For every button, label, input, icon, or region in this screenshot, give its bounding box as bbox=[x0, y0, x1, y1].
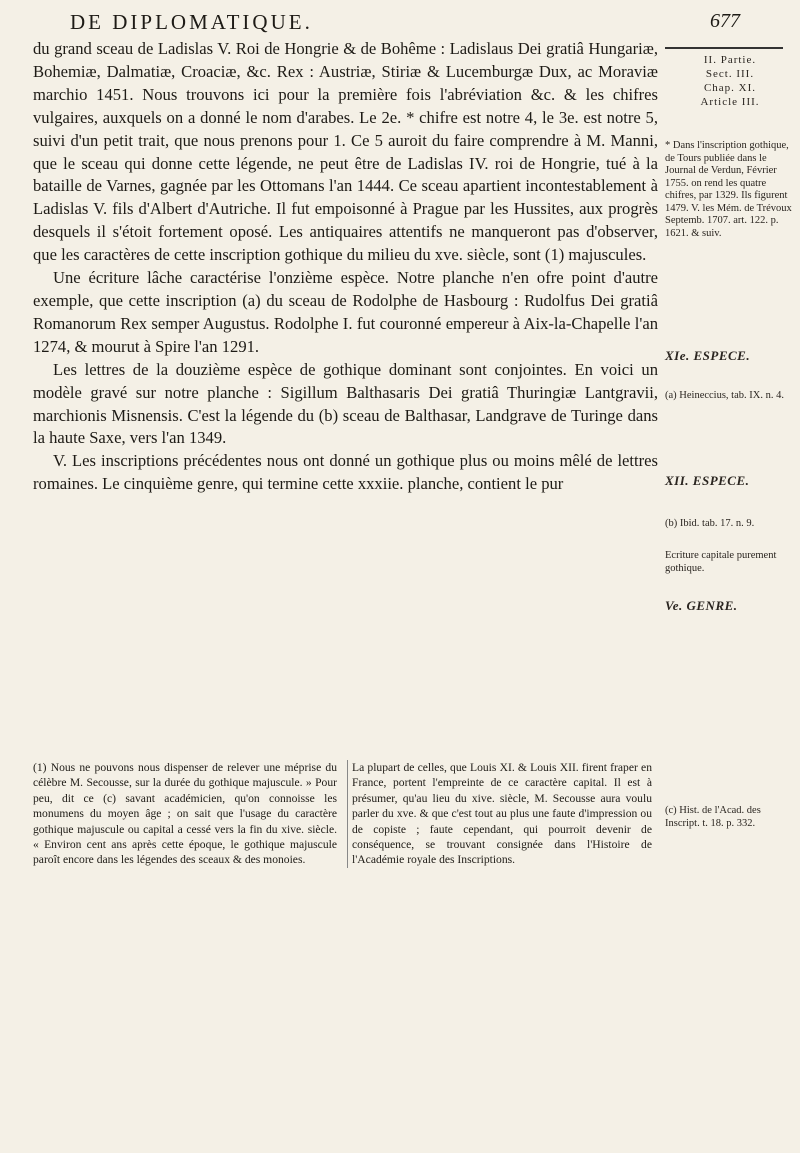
margin-note-b: (b) Ibid. tab. 17. n. 9. bbox=[665, 518, 755, 529]
margin-note-star: * Dans l'inscription gothique, de Tours publiée dans le Journal de Verdun, Février 1755. on rend les quatre chifres, par 1329. Ils figurent 1479. V. les Mém. de Trévoux Septemb. 1707. art. 122. p. 1621. & suiv. bbox=[665, 140, 792, 239]
main-text bbox=[33, 38, 658, 496]
footnote-column-left bbox=[33, 760, 337, 868]
footnote-column-right bbox=[347, 760, 652, 868]
footnotes bbox=[33, 760, 658, 1090]
margin-article: Article III. bbox=[700, 96, 760, 108]
margin-heading-xii: XII. ESPECE. bbox=[665, 473, 750, 488]
running-head bbox=[32, 8, 792, 40]
footnote-1: (1) Nous ne pouvons nous dispenser de relever une méprise du célèbre M. Secousse, sur la durée du gothique majuscule. » Pour peu, dit ce (c) savant académicien, qu'on connoisse les monumens du moyen âge ; on sait que l'usage du caractère gothique majuscule ou capital a cessé vers la fin du xive. siècle. « Environ cent ans après cette époque, le gothique majuscule paroît encore dans les légendes des sceaux & des monoies. bbox=[33, 761, 337, 867]
margin-genre: Ve. GENRE. bbox=[665, 598, 738, 613]
footnote-1-continued: La plupart de celles, que Louis XI. & Louis XII. firent fraper en France, portent l'empreinte de ce caractère capital. Il est à présumer, qu'au lieu du xive. siècle, M. Secousse aura voulu parler du xve. & que c'est tout au plus une faute d'impression ou de copiste ; faute cependant, qui pourroit devenir de conséquence, se trouvant consignée dans l'Histoire de l'Académie royale des Inscriptions. bbox=[352, 761, 652, 867]
page-number: 677 bbox=[710, 10, 740, 32]
margin-section: Sect. III. bbox=[705, 68, 755, 80]
running-title: DE DIPLOMATIQUE. bbox=[70, 10, 313, 34]
paragraph-ladislas: du grand sceau de Ladislas V. Roi de Hongrie & de Bohême : Ladislaus Dei gratiâ Hungariæ, Bohemiæ, Dalmatiæ, Croaciæ, &c. Rex : Austriæ, Stiriæ & Lucemburgæ Dux, ac Moraviæ marchio 1451. Nous trouvons ici pour la première fois l'abréviation &c. & les chifres vulgaires, auxquels on a donné le nom d'arabes. Le 2e. * chifre est notre 4, le 3e. est notre 5, suivi d'un petit trait, que nous prenons pour 1. Ce 5 auroit du faire comprendre à M. Manni, que le sceau qui donne cette légende, ne peut être de Ladislas IV. roi de Hongrie, tué à la bataille de Varnes, gagnée par les Ottomans l'an 1444. Ce sceau apartient incontestablement à Ladislas V. fils d'Albert d'Autriche. Il fut empoisonné à Prague par les Hussites, aux progrès desquels il s'étoit fortement oposé. Les antiquaires attentifs ne manqueront pas d'observer, que les caractères de cette inscription gothique du milieu du xve. siècle, sont (1) majuscules. bbox=[33, 39, 658, 265]
margin-chapter: Chap. XI. bbox=[703, 82, 757, 94]
margin-note-capitale: Ecriture capitale purement gothique. bbox=[665, 550, 777, 574]
margin-rule bbox=[665, 47, 783, 49]
margin-heading-xi: XIe. ESPECE. bbox=[665, 348, 751, 363]
paragraph-twelfth-species: Les lettres de la douzième espèce de gothique dominant sont conjointes. En voici un modèle gravé sur notre planche : Sigillum Balthasaris Dei gratiâ Thuringiæ Lantgravii, marchionis Misnensis. C'est la légende du (b) sceau de Balthasar, Landgrave de Turinge dans la haute Saxe, vers l'an 1349. bbox=[33, 359, 658, 448]
margin-part: II. Partie. bbox=[703, 54, 757, 66]
margin-note-c: (c) Hist. de l'Acad. des Inscript. t. 18. p. 332. bbox=[665, 805, 761, 829]
paragraph-fifth-genre: V. Les inscriptions précédentes nous ont donné un gothique plus ou moins mêlé de lettres romaines. Le cinquième genre, qui termine cette xxxiie. planche, contient le pur bbox=[33, 451, 658, 494]
margin-note-a: (a) Heineccius, tab. IX. n. 4. bbox=[665, 390, 784, 401]
paragraph-eleventh-species: Une écriture lâche caractérise l'onzième espèce. Notre planche n'en ofre point d'autre exemple, que cette inscription (a) du sceau de Rodolphe de Hasbourg : Rudolfus Dei gratiâ Romanorum Rex semper Augustus. Rodolphe I. fut couronné empereur à Aix-la-Chapelle l'an 1274, & mourut à Spire l'an 1291. bbox=[33, 268, 658, 356]
